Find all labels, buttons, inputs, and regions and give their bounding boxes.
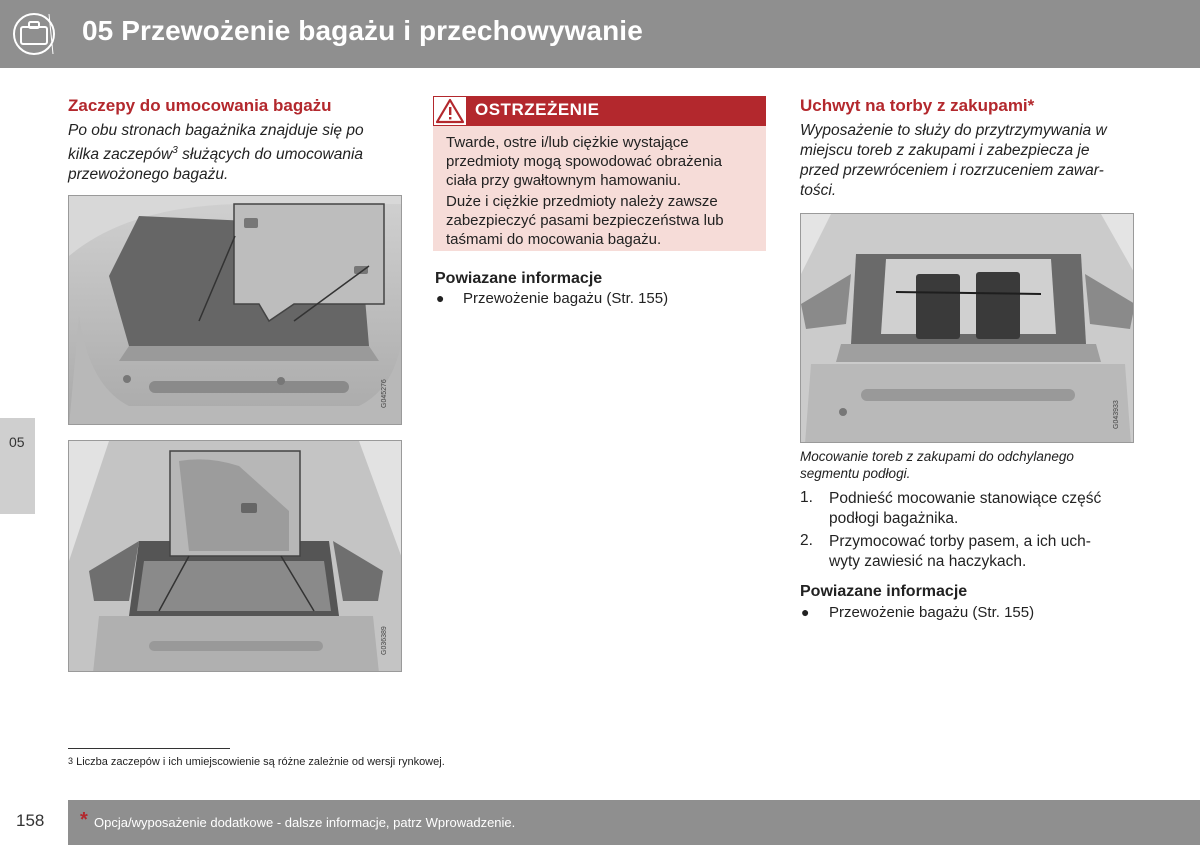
footnote-mark-ref[interactable]: 3: [172, 145, 178, 156]
step-1-line-2: podłogi bagażnika.: [829, 510, 959, 527]
bullet-dot: ●: [436, 290, 445, 306]
section-heading-lashing-eyelets: Zaczepy do umocowania bagażu: [68, 96, 332, 115]
shopping-bag-intro: [800, 121, 1140, 201]
warning-p1-line-3: ciała przy gwałtownym hamowaniu.: [446, 172, 682, 189]
related-info-link[interactable]: Przewożenie bagażu (Str. 155): [463, 290, 669, 307]
intro-line-3: przewożonego bagażu.: [68, 166, 229, 184]
chapter-side-tab[interactable]: [0, 418, 35, 514]
related-info-link-2[interactable]: Przewożenie bagażu (Str. 155): [829, 604, 1035, 621]
chapter-icon-box: [0, 0, 68, 68]
bag-intro-line-3: przed przewróceniem i rozrzuceniem zawar-: [800, 162, 1104, 179]
warning-paragraph-2: [446, 192, 758, 249]
bag-intro-line-2: miejscu toreb z zakupami i zabezpiecza je: [800, 142, 1090, 159]
step-1-line-1: Podnieść mocowanie stanowiące część: [829, 490, 1102, 507]
step-2-line-2: wyty zawiesić na haczykach.: [829, 553, 1027, 570]
warning-title: OSTRZEŻENIE: [475, 100, 600, 119]
footnote-mark: 3: [68, 756, 74, 766]
page-number: 158: [16, 811, 45, 830]
related-info-heading: Powiazane informacje: [435, 270, 603, 287]
caption-line-1: Mocowanie toreb z zakupami do odchylanego: [800, 449, 1074, 464]
warning-p2-line-3: taśmami do mocowania bagażu.: [446, 231, 662, 248]
bullet-dot-2: ●: [801, 604, 810, 620]
warning-triangle-icon: [434, 97, 466, 125]
warning-p1-line-1: Twarde, ostre i/lub ciężkie wystające: [446, 134, 689, 151]
step-1-number: 1.: [800, 489, 813, 506]
photo-code-2: G036389: [381, 626, 388, 655]
warning-p1-line-2: przedmioty mogą spowodować obrażenia: [446, 153, 722, 170]
warning-paragraph-1: [446, 133, 758, 190]
chapter-title: 05 Przewożenie bagażu i przechowywanie: [82, 15, 643, 46]
footnote: [68, 756, 445, 768]
step-2-number: 2.: [800, 532, 813, 549]
intro-line-1: Po obu stronach bagażnika znajduje się po: [68, 122, 364, 139]
step-1-text: [829, 489, 1149, 529]
lashing-eyelets-intro: [68, 121, 408, 185]
section-heading-shopping-bag-holder: Uchwyt na torby z zakupami*: [800, 96, 1035, 115]
warning-p2-line-2: zabezpieczyć pasami bezpieczeństwa lub: [446, 212, 724, 229]
related-info-heading-2: Powiazane informacje: [800, 583, 968, 600]
chapter-side-tab-label: 05: [9, 434, 25, 450]
luggage-icon: [0, 0, 68, 68]
warning-p2-line-1: Duże i ciężkie przedmioty należy zawsze: [446, 193, 718, 210]
optional-equipment-star: *: [80, 809, 88, 831]
intro-line-2a: kilka zaczepów: [68, 146, 173, 164]
caption-line-2: segmentu podłogi.: [800, 466, 911, 481]
footnote-text: Liczba zaczepów i ich umiejscowienie są różne zależnie od wersji rynkowej.: [76, 756, 445, 768]
footer-note: Opcja/wyposażenie dodatkowe - dalsze informacje, patrz Wprowadzenie.: [94, 815, 516, 830]
step-2-text: [829, 532, 1149, 572]
bag-intro-line-1: Wyposażenie to służy do przytrzymywania w: [800, 122, 1107, 139]
intro-line-2b: służących do umocowania: [177, 146, 364, 164]
footnote-rule: [68, 748, 230, 749]
shopping-bags-photo: [800, 213, 1134, 443]
bag-intro-line-4: tości.: [800, 182, 837, 199]
warning-icon-box: [434, 97, 466, 125]
photo-code-3: G043933: [1113, 400, 1120, 429]
photo-code-1: G045276: [381, 379, 388, 408]
photo-caption: [800, 448, 1140, 482]
step-2-line-1: Przymocować torby pasem, a ich uch-: [829, 533, 1091, 550]
trunk-eyelets-photo: [68, 195, 402, 425]
trunk-rear-view-photo: [68, 440, 402, 672]
